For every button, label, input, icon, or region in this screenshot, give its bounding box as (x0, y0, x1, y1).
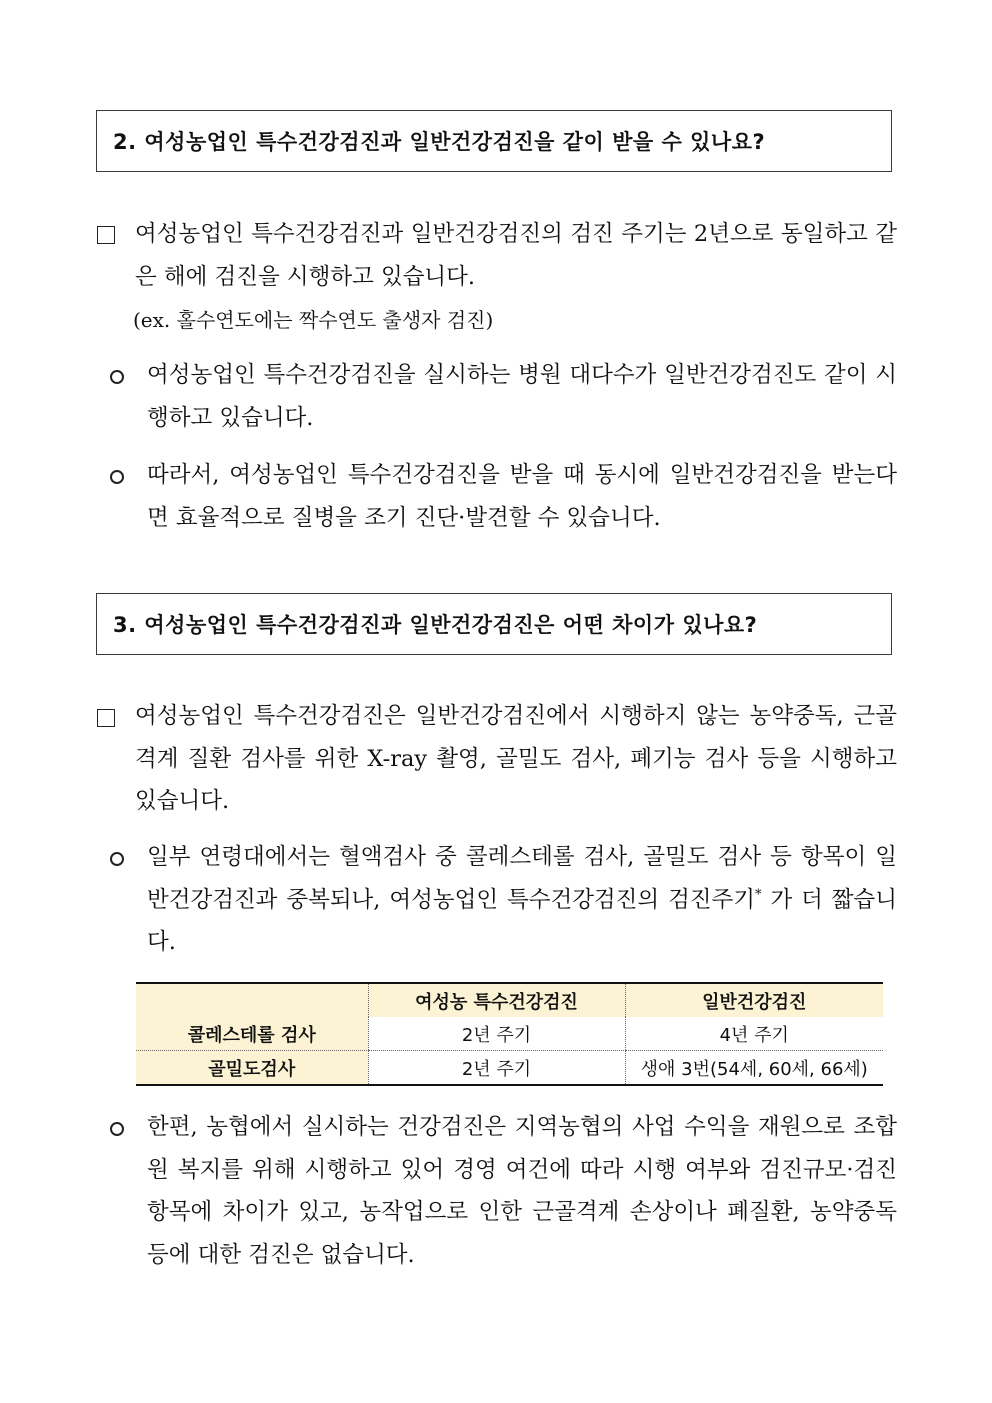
point-2-1: 여성농업인 특수건강검진을 실시하는 병원 대다수가 일반건강검진도 같이 시행하고 있습니다. (147, 362, 897, 431)
circle-bullet-icon (110, 370, 124, 384)
question-title-2: 2. 여성농업인 특수건강검진과 일반건강검진을 같이 받을 수 있나요? (113, 130, 766, 154)
row-general-value: 4년 주기 (625, 1017, 883, 1051)
table-row (136, 1017, 883, 1051)
point-2-2: 따라서, 여성농업인 특수건강검진을 받을 때 동시에 일반건강검진을 받는다면 효율적으로 질병을 조기 진단·발견할 수 있습니다. (147, 462, 897, 531)
point-3-1-text: 일부 연령대에서는 혈액검사 중 콜레스테롤 검사, 골밀도 검사 등 항목이 일반건강검진과 중복되나, 여성농업인 특수건강검진의 검진주기 (147, 844, 897, 913)
row-special-value: 2년 주기 (368, 1017, 625, 1051)
row-special-value: 2년 주기 (368, 1051, 625, 1086)
answer-paragraph-2: 여성농업인 특수건강검진과 일반건강검진의 검진 주기는 2년으로 동일하고 같은 해에 검진을 시행하고 있습니다. (135, 221, 897, 290)
square-bullet-icon (97, 226, 115, 244)
row-label: 골밀도검사 (136, 1051, 368, 1086)
square-bullet-icon (97, 709, 115, 727)
circle-bullet-icon (110, 1122, 124, 1136)
point-3-1-tail: 가 더 짧습니다. (147, 886, 897, 955)
circle-bullet-icon (110, 470, 124, 484)
question-box-3 (96, 593, 892, 655)
row-general-value: 생애 3번(54세, 60세, 66세) (625, 1051, 883, 1086)
table-header-special: 여성농 특수건강검진 (368, 983, 625, 1017)
question-box-2 (96, 110, 892, 172)
row-label: 콜레스테롤 검사 (136, 1017, 368, 1051)
comparison-table (136, 982, 883, 1086)
table-row (136, 1051, 883, 1086)
table-header-row (136, 983, 883, 1017)
point-3-2: 한편, 농협에서 실시하는 건강검진은 지역농협의 사업 수익을 재원으로 조합원 복지를 위해 시행하고 있어 경영 여건에 따라 시행 여부와 검진규모·검진항목에 차이가 있고, 농작업으로 인한 근골격계 손상이나 폐질환, 농약중독 등에 대한 검진은 없습니다. (147, 1114, 897, 1268)
circle-bullet-icon (110, 852, 124, 866)
table-header-empty (136, 983, 368, 1017)
footnote-marker: * (755, 887, 762, 902)
answer-paragraph-3: 여성농업인 특수건강검진은 일반건강검진에서 시행하지 않는 농약중독, 근골격계 질환 검사를 위한 X-ray 촬영, 골밀도 검사, 폐기능 검사 등을 시행하고 있습니다. (135, 703, 897, 814)
example-note: (ex. 홀수연도에는 짝수연도 출생자 검진) (133, 308, 494, 332)
table-header-general: 일반건강검진 (625, 983, 883, 1017)
point-3-1 (147, 836, 897, 964)
question-title-3: 3. 여성농업인 특수건강검진과 일반건강검진은 어떤 차이가 있나요? (113, 613, 758, 637)
